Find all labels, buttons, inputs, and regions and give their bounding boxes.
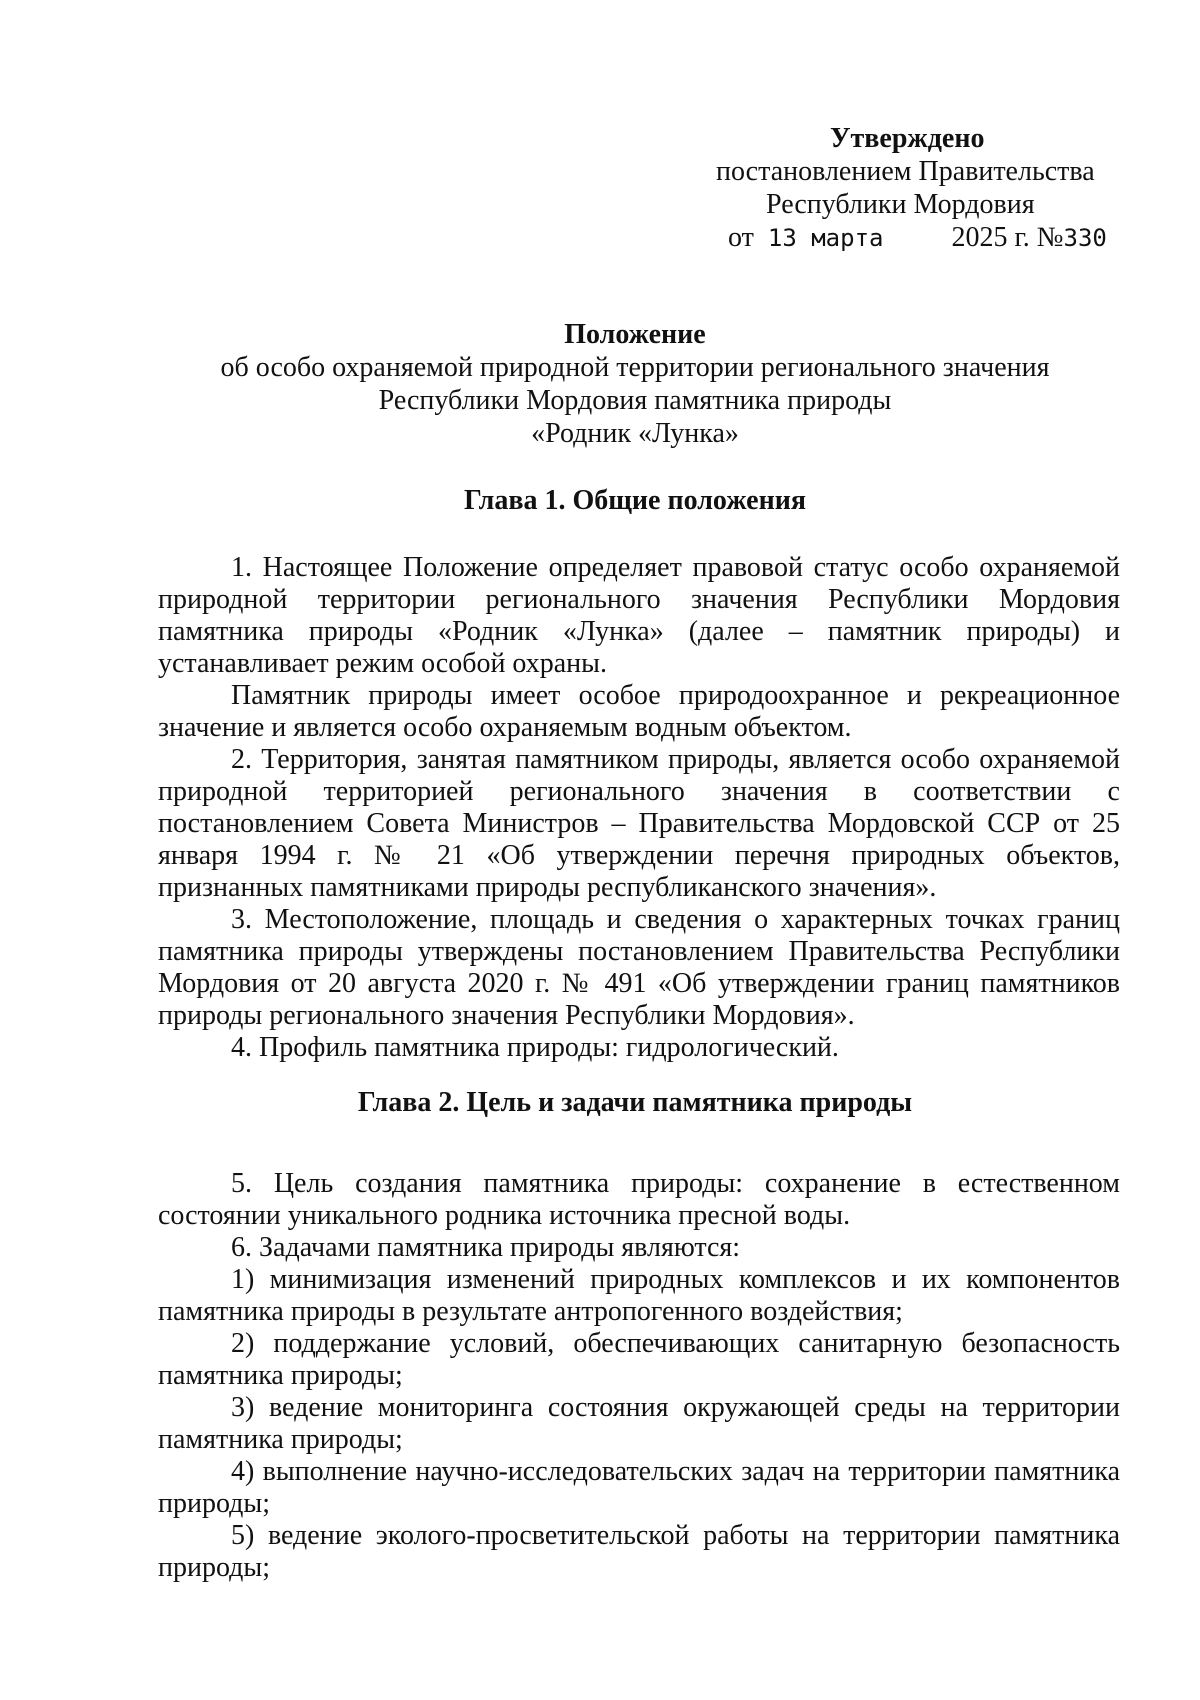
approval-date-line	[700, 221, 1170, 255]
chapter-1-title: Глава 1. Общие положения	[463, 485, 806, 516]
approval-day-month: 13 марта	[767, 224, 884, 252]
list-item: 4) выполнение научно-исследовательских задач на территории памятника природы;	[158, 1456, 1120, 1519]
paragraph: Памятник природы имеет особое природоохранное и рекреационное значение и является особо охраняемым водным объектом.	[158, 680, 1120, 743]
list-item: 3) ведение мониторинга состояния окружающей среды на территории памятника природы;	[158, 1392, 1120, 1455]
approval-line-1: постановлением Правительства	[716, 156, 1095, 187]
chapter-1-body	[158, 552, 1120, 1064]
paragraph: 4. Профиль памятника природы: гидрологический.	[231, 1032, 839, 1063]
approval-line-2: Республики Мордовия	[766, 189, 1035, 220]
list-item: 5) ведение эколого-просветительской работы на территории памятника природы;	[158, 1520, 1120, 1583]
chapter-2-title: Глава 2. Цель и задачи памятника природы	[357, 1087, 913, 1118]
document-subtitle-line-3: «Родник «Лунка»	[531, 418, 739, 449]
paragraph: 1. Настоящее Положение определяет правовой статус особо охраняемой природной территории регионального значения Республики Мордовия памятника природы «Родник «Лунка» (далее – памятник природы) и устанавливает режим особой охраны.	[158, 552, 1120, 679]
approval-from: от	[728, 222, 754, 253]
paragraph: 5. Цель создания памятника природы: сохранение в естественном состоянии уникального родника источника пресной воды.	[158, 1168, 1120, 1231]
document-subtitle-line-1: об особо охраняемой природной территории регионального значения	[220, 352, 1050, 383]
document-title: Положение	[564, 319, 706, 350]
paragraph: 2. Территория, занятая памятником природы, является особо охраняемой природной территорией регионального значения в соответствии с постановлением Совета Министров – Правительства Мордовской ССР от 25 января 1994 г. № 21 «Об утверждении перечня природных объектов, признанных памятниками природы республиканского значения».	[158, 744, 1120, 903]
document-subtitle-line-2: Республики Мордовия памятника природы	[378, 385, 892, 416]
list-item: 2) поддержание условий, обеспечивающих санитарную безопасность памятника природы;	[158, 1328, 1120, 1391]
approval-block	[700, 122, 1170, 255]
approval-title: Утверждено	[830, 123, 985, 154]
approval-number: 330	[1063, 224, 1107, 252]
paragraph: 3. Местоположение, площадь и сведения о характерных точках границ памятника природы утверждены постановлением Правительства Республики Мордовия от 20 августа 2020 г. № 491 «Об утверждении границ памятников природы регионального значения Республики Мордовия».	[158, 904, 1120, 1031]
approval-year: 2025 г. №	[951, 222, 1064, 253]
list-item: 1) минимизация изменений природных комплексов и их компонентов памятника природы в результате антропогенного воздействия;	[158, 1264, 1120, 1327]
paragraph: 6. Задачами памятника природы являются:	[231, 1232, 741, 1263]
document-heading	[150, 318, 1120, 450]
chapter-2-body	[158, 1168, 1120, 1584]
